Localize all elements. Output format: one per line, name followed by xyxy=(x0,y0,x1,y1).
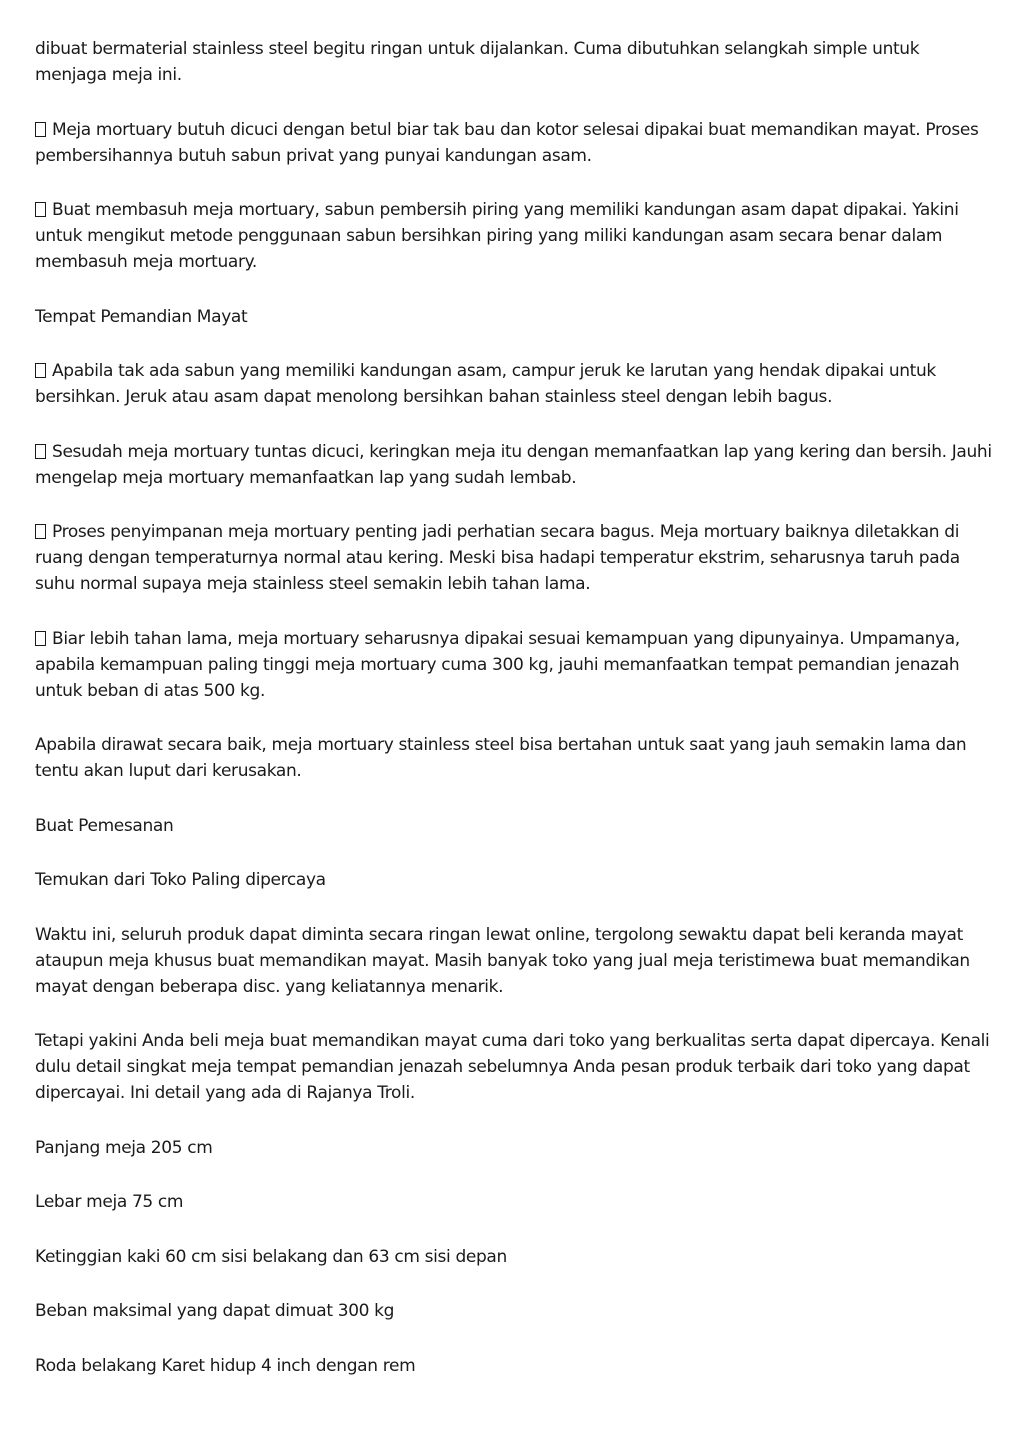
paragraph-text: Tempat Pemandian Mayat xyxy=(35,306,248,327)
paragraph xyxy=(35,197,995,275)
paragraph-text: Lebar meja 75 cm xyxy=(35,1192,184,1212)
paragraph-text: Panjang meja 205 cm xyxy=(35,1137,213,1158)
paragraph-text: Biar lebih tahan lama, meja mortuary seharusnya dipakai sesuai kemampuan yang dipunyainya. Umpamanya, apabila kemampuan paling tinggi meja mortuary cuma 300 kg, jauhi memanfaatkan tempat pemandian jenazah untuk beban di atas 500 kg. xyxy=(35,628,960,701)
section-heading xyxy=(35,867,995,893)
spec-item xyxy=(35,1353,995,1379)
bullet-icon xyxy=(35,631,46,646)
bullet-icon xyxy=(35,122,46,137)
section-heading xyxy=(35,813,995,839)
section-heading xyxy=(35,304,995,330)
paragraph-text: Temukan dari Toko Paling dipercaya xyxy=(35,870,326,890)
paragraph-text: Buat membasuh meja mortuary, sabun pembersih piring yang memiliki kandungan asam dapat dipakai. Yakini untuk mengikut metode penggunaan sabun bersihkan piring yang miliki kandungan asam secara benar dalam membasuh meja mortuary. xyxy=(35,200,959,272)
paragraph xyxy=(35,519,995,597)
paragraph xyxy=(35,117,995,169)
paragraph xyxy=(35,626,995,704)
spec-item xyxy=(35,1135,995,1161)
paragraph xyxy=(35,439,995,491)
paragraph-text: Sesudah meja mortuary tuntas dicuci, keringkan meja itu dengan memanfaatkan lap yang kering dan bersih. Jauhi mengelap meja mortuary memanfaatkan lap yang sudah lembab. xyxy=(35,441,992,488)
bullet-icon xyxy=(35,202,46,217)
paragraph xyxy=(35,1028,995,1106)
bullet-icon xyxy=(35,444,46,459)
spec-item xyxy=(35,1298,995,1324)
paragraph-text: Tetapi yakini Anda beli meja buat memandikan mayat cuma dari toko yang berkualitas serta dapat dipercaya. Kenali dulu detail singkat meja tempat pemandian jenazah sebelumnya Anda pesan produk terbaik dari toko yang dapat dipercayai. Ini detail yang ada di Rajanya Troli. xyxy=(35,1031,990,1103)
paragraph-text: dibuat bermaterial stainless steel begitu ringan untuk dijalankan. Cuma dibutuhkan selangkah simple untuk menjaga meja ini. xyxy=(35,39,920,85)
paragraph-text: Waktu ini, seluruh produk dapat diminta secara ringan lewat online, tergolong sewaktu dapat beli keranda mayat ataupun meja khusus buat memandikan mayat. Masih banyak toko yang jual meja teristimewa buat memandikan mayat dengan beberapa disc. yang keliatannya menarik. xyxy=(35,924,970,997)
paragraph-text: Roda belakang Karet hidup 4 inch dengan rem xyxy=(35,1355,416,1376)
paragraph-text: Buat Pemesanan xyxy=(35,815,174,836)
bullet-icon xyxy=(35,524,46,539)
paragraph xyxy=(35,36,995,88)
paragraph-text: Beban maksimal yang dapat dimuat 300 kg xyxy=(35,1301,395,1321)
paragraph xyxy=(35,922,995,1000)
spec-item xyxy=(35,1189,995,1215)
spec-item xyxy=(35,1244,995,1270)
paragraph-text: Apabila dirawat secara baik, meja mortuary stainless steel bisa bertahan untuk saat yang jauh semakin lama dan tentu akan luput dari kerusakan. xyxy=(35,735,967,781)
paragraph-text: Apabila tak ada sabun yang memiliki kandungan asam, campur jeruk ke larutan yang hendak dipakai untuk bersihkan. Jeruk atau asam dapat menolong bersihkan bahan stainless steel dengan lebih bagus. xyxy=(35,361,936,407)
paragraph xyxy=(35,732,995,784)
bullet-icon xyxy=(35,363,46,378)
paragraph-text: Ketinggian kaki 60 cm sisi belakang dan 63 cm sisi depan xyxy=(35,1246,507,1267)
paragraph-text: Meja mortuary butuh dicuci dengan betul biar tak bau dan kotor selesai dipakai buat memandikan mayat. Proses pembersihannya butuh sabun privat yang punyai kandungan asam. xyxy=(35,119,979,166)
document-body xyxy=(35,36,995,1407)
paragraph xyxy=(35,358,995,410)
paragraph-text: Proses penyimpanan meja mortuary penting jadi perhatian secara bagus. Meja mortuary baiknya diletakkan di ruang dengan temperaturnya normal atau kering. Meski bisa hadapi temperatur ekstrim, seharusnya taruh pada suhu normal supaya meja stainless steel semakin lebih tahan lama. xyxy=(35,522,960,594)
